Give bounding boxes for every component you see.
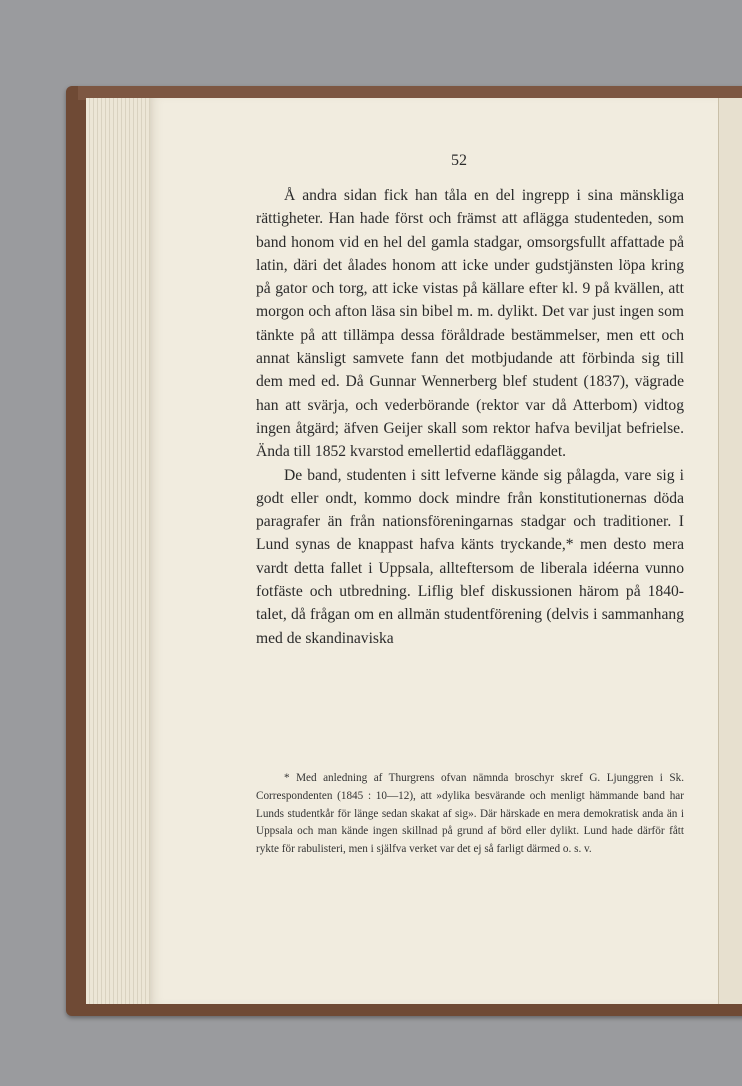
book-page <box>150 98 718 1004</box>
body-text <box>256 184 684 650</box>
paragraph: Å andra sidan fick han tåla en del ingrepp i sina mänskliga rättigheter. Han hade först och främst att aflägga studenteden, som band honom vid en hel del gamla stadgar, omsorgsfullt affattade på latin, däri det ålades honom att icke under gudstjänsten löpa kring på gator och torg, att icke vistas på källare efter kl. 9 på kvällen, att morgon och afton läsa sin bibel m. m. dylikt. Det var just ingen som tänkte på att tillämpa dessa föråldrade bestämmelser, men ett och annat känsligt samvete fann det motbjudande att förbinda sig till dem med ed. Då Gunnar Wennerberg blef student (1837), vägrade han att svärja, och vederbörande (rektor var då Atterbom) vidtog ingen åtgärd; äfven Geijer skall som rektor hafva beviljat befrielse. Ända till 1852 kvarstod emellertid edafläggandet. <box>256 187 684 461</box>
page-number: 52 <box>451 152 467 169</box>
footnote-text: * Med anledning af Thurgrens ofvan nämnda broschyr skref G. Ljunggren i Sk. Correspondenten (1845 : 10—12), att »dylika besvärande och menligt hämmande band har Lunds studentkår för länge sedan skakat af sig». Där härskade en mera demokratisk anda än i Uppsala och man kände ingen skillnad på grund af börd eller dylikt. Lund hade därför fått rykte för rabulisteri, men i själfva verket var det ej så farligt därmed o. s. v. <box>256 772 684 856</box>
footnote <box>256 770 684 859</box>
facing-page-edge <box>718 98 742 1004</box>
paragraph: De band, studenten i sitt lefverne kände sig pålagda, vare sig i godt eller ondt, kommo dock mindre från konstitutionernas döda paragrafer än från nationsföreningarnas stadgar och traditioner. I Lund synas de knappast hafva känts tryckande,* men desto mera vardt detta fallet i Uppsala, allteftersom de liberala idéerna vunno fotfäste och utbredning. Liflig blef diskussionen härom på 1840-talet, då frågan om en allmän studentförening (delvis i sammanhang med de skandinaviska <box>256 466 684 647</box>
page-edges <box>86 98 156 1004</box>
